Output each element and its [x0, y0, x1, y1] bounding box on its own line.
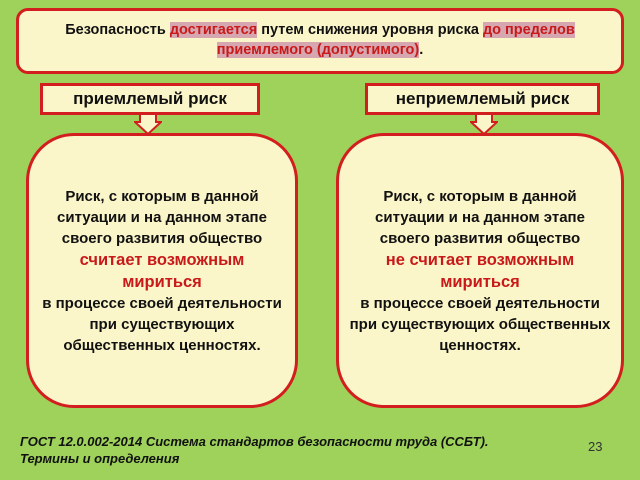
acceptable-risk-definition: [26, 133, 298, 408]
source-citation: [20, 433, 610, 467]
down-arrow-right-icon: [470, 113, 498, 135]
banner-text-end: .: [419, 42, 424, 58]
banner-text-start: Безопасность: [65, 22, 170, 38]
acceptable-outro-text: в процессе своей деятельности при существующих общественных ценностях.: [42, 294, 282, 354]
unacceptable-outro-text: в процессе своей деятельности при существующих общественных ценностях.: [349, 294, 611, 354]
down-arrow-left-icon: [134, 113, 162, 135]
acceptable-risk-label: приемлемый риск: [40, 83, 260, 115]
unacceptable-intro-text: Риск, с которым в данной ситуации и на данном этапе своего развития общество: [375, 187, 585, 247]
citation-line-1: ГОСТ 12.0.002-2014 Система стандартов безопасности труда (ССБТ).: [20, 434, 489, 449]
banner-highlight-limits: до пределов приемлемого (допустимого): [216, 22, 575, 58]
definition-banner: [16, 8, 624, 74]
unacceptable-risk-definition: [336, 133, 624, 408]
banner-text-middle: путем снижения уровня риска: [257, 22, 483, 38]
banner-highlight-achieved: достигается: [169, 22, 258, 38]
unacceptable-emphasis-text: не считает возможным мириться: [385, 250, 575, 291]
slide-number: 23: [588, 439, 603, 454]
acceptable-emphasis-text: считает возможным мириться: [79, 250, 245, 291]
acceptable-intro-text: Риск, с которым в данной ситуации и на данном этапе своего развития общество: [57, 187, 267, 247]
unacceptable-risk-label: неприемлемый риск: [365, 83, 600, 115]
citation-line-2: Термины и определения: [20, 451, 180, 466]
